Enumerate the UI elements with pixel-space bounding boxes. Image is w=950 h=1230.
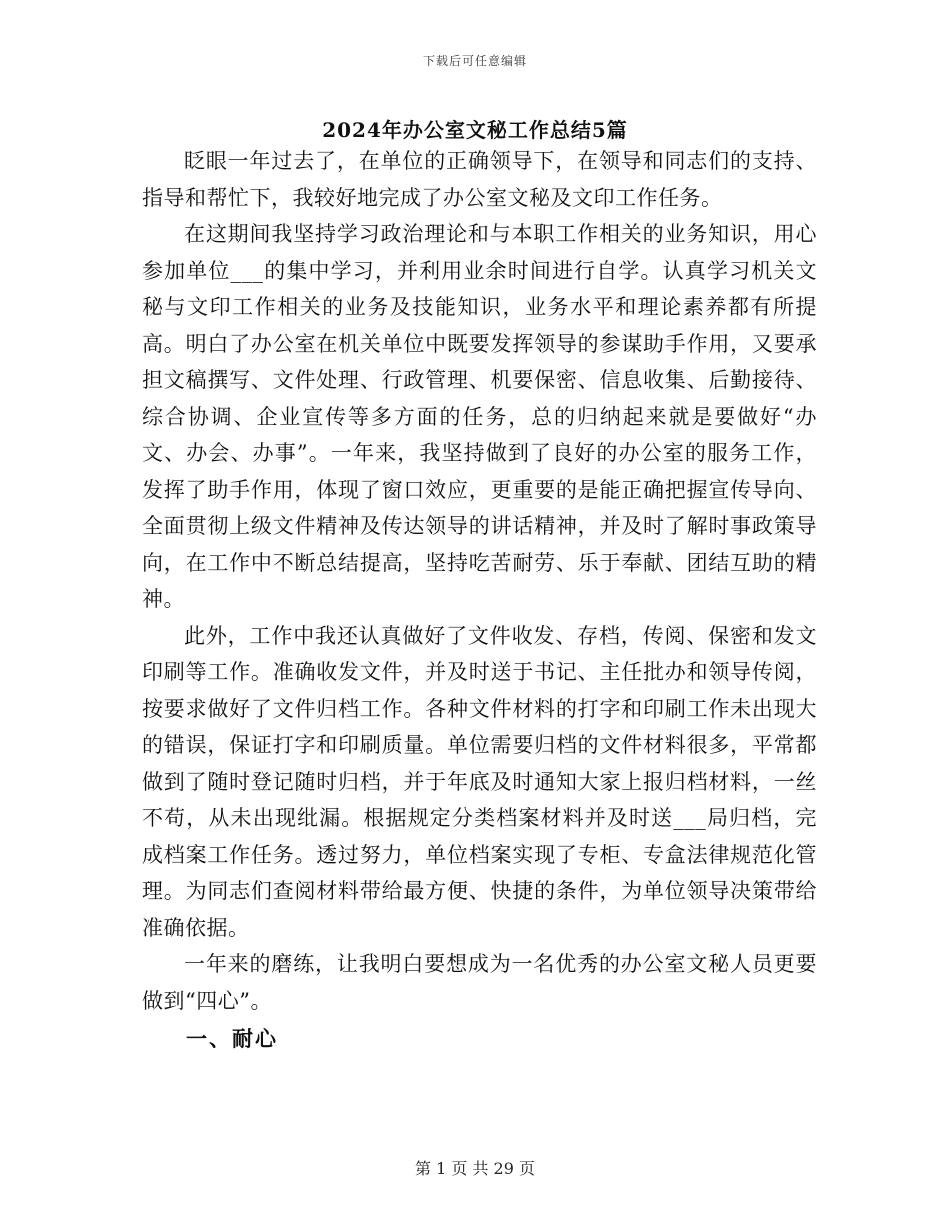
paragraph-study: 在这期间我坚持学习政治理论和与本职工作相关的业务知识，用心参加单位___的集中学习，并利用业余时间进行自学。认真学习机关文秘与文印工作相关的业务及技能知识，业务水平和理论素养都有所提高。明白了办公室在机关单位中既要发挥领导的参谋助手作用，又要承担文稿撰写、文件处理、行政管理、机要保密、信息收集、后勤接待、综合协调、企业宣传等多方面的任务，总的归纳起来就是要做好“办文、办会、办事”。一年来，我坚持做到了良好的办公室的服务工作，发挥了助手作用，体现了窗口效应，更重要的是能正确把握宣传导向、全面贯彻上级文件精神及传达领导的讲话精神，并及时了解时事政策导向，在工作中不断总结提高，坚持吃苦耐劳、乐于奉献、团结互助的精神。 [142,222,817,611]
section-heading-patience: 一、耐心 [186,1026,278,1051]
paragraph-documents: 此外，工作中我还认真做好了文件收发、存档，传阅、保密和发文印刷等工作。准确收发文件，并及时送于书记、主任批办和领导传阅，按要求做好了文件归档工作。各种文件材料的打字和印刷工作未出现大的错误，保证打字和印刷质量。单位需要归档的文件材料很多，平常都做到了随时登记随时归档，并于年底及时通知大家上报归档材料，一丝不苟，从未出现纰漏。根据规定分类档案材料并及时送___局归档，完成档案工作任务。透过努力，单位档案实现了专柜、专盒法律规范化管理。为同志们查阅材料带给最方便、快捷的条件，为单位领导决策带给准确依据。 [142,623,817,940]
page-header-note: 下载后可任意编辑 [422,54,527,68]
document-title: 2024年办公室文秘工作总结5篇 [322,118,628,142]
paragraph-four-hearts: 一年来的磨练，让我明白要想成为一名优秀的办公室文秘人员更要做到“四心”。 [142,952,817,1013]
paragraph-intro: 眨眼一年过去了，在单位的正确领导下，在领导和同志们的支持、指导和帮忙下，我较好地完成了办公室文秘及文印工作任务。 [142,149,817,210]
document-body [142,143,817,1058]
page-footer-number: 第 1 页 共 29 页 [415,1159,535,1178]
